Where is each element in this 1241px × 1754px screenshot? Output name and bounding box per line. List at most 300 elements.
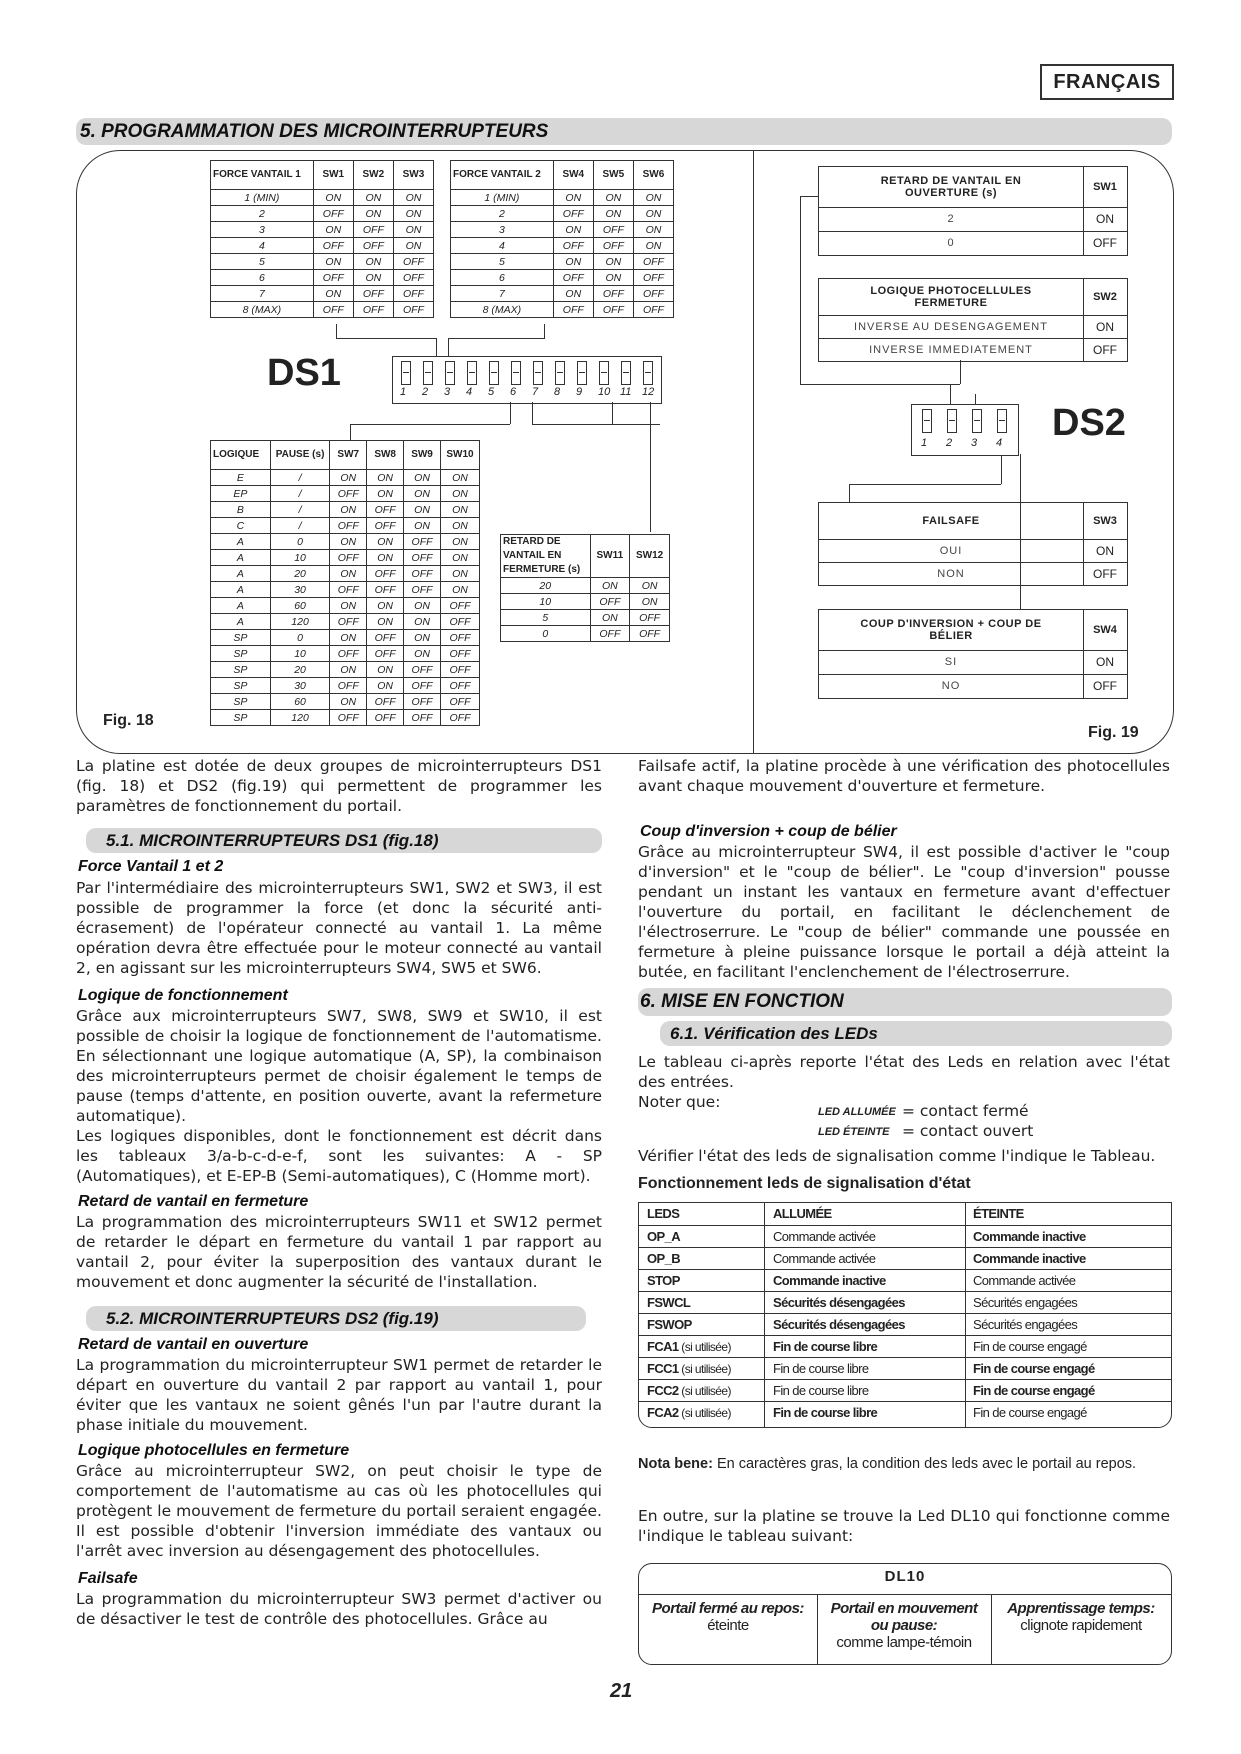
- table-row: [451, 238, 674, 254]
- led-table-row: [639, 1225, 1171, 1248]
- table-cell: OFF: [393, 286, 433, 302]
- table-cell: ON: [633, 206, 673, 222]
- led-name-code: OP_B: [647, 1251, 681, 1266]
- connector: [532, 402, 533, 424]
- table-cell: OFF: [404, 534, 441, 550]
- switch-id: SW1: [1093, 181, 1117, 193]
- table-cell: OFF: [367, 694, 404, 710]
- paragraph-logique: Grâce aux microinterrupteurs SW7, SW8, SW9 et SW10, il est possible de choisir la logique de fonctionnement de l'automatisme. En sélectionnant une logique automatique (A, SP), la combinaison des microinterrupteurs permet de choisir également le temps de pause (temps d'attente, en position ouverte, avant la refermeture automatique).: [76, 1007, 602, 1125]
- table-cell: OFF: [404, 678, 441, 694]
- led-table-heading: Fonctionnement leds de signalisation d'état: [638, 1175, 971, 1192]
- dip-switch-lever: [947, 409, 957, 433]
- dl10-col2-value: comme lampe-témoin: [836, 1634, 972, 1651]
- led-state-cell: Commande inactive: [773, 1273, 886, 1288]
- table-cell: 2: [211, 206, 314, 222]
- led-table-header-cell: ALLUMÉE: [773, 1206, 832, 1221]
- table-header-cell: SW1: [313, 161, 353, 190]
- heading-force: Force Vantail 1 et 2: [78, 858, 224, 875]
- table-cell: OFF: [393, 270, 433, 286]
- noter-label: Noter que:: [638, 1093, 721, 1111]
- led-table-row: [639, 1291, 1171, 1314]
- table-cell: OFF: [630, 626, 670, 642]
- table-row: [211, 486, 480, 502]
- table-cell: ON: [630, 578, 670, 594]
- table-cell: OFF: [633, 302, 673, 318]
- dip-switch-lever: [445, 361, 455, 385]
- dip-switch-lever: [621, 361, 631, 385]
- table-cell: ON: [630, 594, 670, 610]
- paragraph-dl10: En outre, sur la platine se trouve la Led DL10 qui fonctionne comme l'indique le tableau suivant:: [638, 1507, 1170, 1545]
- table-cell: 7: [451, 286, 554, 302]
- table-cell: B: [211, 502, 271, 518]
- table-cell: ON: [313, 286, 353, 302]
- led-name-note: (si utilisée): [678, 1406, 731, 1420]
- table-cell: OFF: [313, 238, 353, 254]
- led-on-label: LED ALLUMÉE: [818, 1106, 896, 1118]
- option-value: ON: [1096, 319, 1114, 334]
- led-state-cell: Fin de course libre: [773, 1383, 869, 1398]
- option-label: 0: [947, 237, 955, 249]
- table-cell: ON: [404, 518, 441, 534]
- table-row: [211, 550, 480, 566]
- led-table-header: [639, 1203, 1171, 1225]
- table-cell: ON: [633, 190, 673, 206]
- table-cell: OFF: [553, 238, 593, 254]
- table-cell: 60: [270, 694, 330, 710]
- led-name-code: STOP: [647, 1273, 680, 1288]
- paragraph-failsafe: La programmation du microinterrupteur SW3 permet d'activer ou de désactiver le test de contrôle des photocellules. Grâce au: [76, 1590, 602, 1628]
- table-cell: OFF: [330, 710, 367, 726]
- table-header-cell: FORCE VANTAIL 1: [211, 161, 314, 190]
- table-cell: ON: [404, 614, 441, 630]
- table-cell: SP: [211, 710, 271, 726]
- table-cell: ON: [353, 254, 393, 270]
- dip-switch-number: 12: [642, 386, 655, 398]
- table-cell: ON: [593, 206, 633, 222]
- dip-switch-lever: [643, 361, 653, 385]
- table-cell: ON: [353, 206, 393, 222]
- heading-retard-fermeture: Retard de vantail en fermeture: [78, 1193, 309, 1210]
- table-cell: ON: [440, 518, 479, 534]
- table-cell: OFF: [330, 486, 367, 502]
- switch-id: SW3: [1093, 515, 1117, 527]
- section-6-title: 6. MISE EN FONCTION: [640, 991, 844, 1012]
- led-name: [647, 1251, 680, 1266]
- table-cell: OFF: [313, 302, 353, 318]
- table-header-cell: PAUSE (s): [270, 441, 330, 470]
- table-cell: ON: [553, 286, 593, 302]
- table-cell: ON: [330, 694, 367, 710]
- dip-switch-number: 3: [444, 386, 451, 398]
- table-cell: A: [211, 566, 271, 582]
- table-header-cell: SW11: [590, 535, 630, 578]
- table-cell: 20: [501, 578, 591, 594]
- table-cell: ON: [404, 630, 441, 646]
- table-cell: ON: [440, 486, 479, 502]
- led-table-row: [639, 1379, 1171, 1402]
- section-5-2-title: 5.2. MICROINTERRUPTEURS DS2 (fig.19): [106, 1308, 439, 1328]
- table-cell: 10: [270, 550, 330, 566]
- option-label: SI: [944, 656, 958, 668]
- table-cell: OFF: [633, 254, 673, 270]
- dip-switch-number: 1: [921, 437, 928, 449]
- table-row: [451, 286, 674, 302]
- table-cell: OFF: [440, 598, 479, 614]
- table-header-row: [451, 161, 674, 190]
- table-row: [211, 238, 434, 254]
- table-cell: SP: [211, 678, 271, 694]
- connector: [612, 402, 613, 424]
- option-value: OFF: [1093, 566, 1117, 581]
- table-cell: 30: [270, 582, 330, 598]
- table-cell: A: [211, 582, 271, 598]
- dip-switch-number: 11: [620, 386, 632, 398]
- table-cell: OFF: [367, 646, 404, 662]
- table-cell: 0: [270, 534, 330, 550]
- table-cell: ON: [367, 486, 404, 502]
- table-cell: 4: [211, 238, 314, 254]
- table-cell: OFF: [404, 710, 441, 726]
- connector: [1001, 454, 1002, 484]
- led-off-label: LED ÉTEINTE: [818, 1126, 890, 1138]
- table-cell: ON: [590, 610, 630, 626]
- paragraph-logique-2: Les logiques disponibles, dont le fonctionnement est décrit dans les tableaux 3/a-b-c-d-e-f, sont les suivantes: A - SP (Automatiques), et E-EP-B (Semi-automatiques), C (Homme mort).: [76, 1127, 602, 1185]
- dip-switch-number: 3: [971, 437, 978, 449]
- table-row: [451, 254, 674, 270]
- section-6-1-title: 6.1. Vérification des LEDs: [670, 1023, 878, 1043]
- led-state-cell: Commande inactive: [973, 1229, 1086, 1244]
- connector: [975, 394, 976, 404]
- table-cell: OFF: [553, 302, 593, 318]
- option-label: NO: [941, 680, 961, 692]
- table-cell: 30: [270, 678, 330, 694]
- logique-table: [210, 440, 480, 726]
- dl10-col1-header: Portail fermé au repos:: [652, 1600, 804, 1617]
- table-cell: ON: [440, 550, 479, 566]
- table-header-cell: SW8: [367, 441, 404, 470]
- table-cell: ON: [330, 470, 367, 486]
- dip-switch-lever: [533, 361, 543, 385]
- table-row: [211, 286, 434, 302]
- table-cell: OFF: [367, 502, 404, 518]
- table-row: [501, 610, 670, 626]
- table-cell: OFF: [393, 254, 433, 270]
- table-cell: 10: [270, 646, 330, 662]
- table-row: [211, 270, 434, 286]
- table-cell: OFF: [440, 646, 479, 662]
- connector: [510, 402, 511, 424]
- led-name-code: OP_A: [647, 1229, 681, 1244]
- table-cell: ON: [367, 678, 404, 694]
- table-row: [211, 222, 434, 238]
- table-cell: 10: [501, 594, 591, 610]
- table-cell: 8 (MAX): [451, 302, 554, 318]
- led-table-row: [639, 1269, 1171, 1292]
- connector: [849, 484, 1001, 485]
- table-cell: ON: [330, 630, 367, 646]
- table-row: [501, 594, 670, 610]
- dip-switch-number: 2: [946, 437, 953, 449]
- section-6-1-header: [660, 1021, 1172, 1046]
- table-cell: OFF: [440, 662, 479, 678]
- dip-switch-number: 9: [576, 386, 583, 398]
- connector: [448, 338, 449, 356]
- table-cell: OFF: [367, 566, 404, 582]
- dl10-col3: [991, 1600, 1171, 1634]
- option-label: INVERSE AU DESENGAGEMENT: [854, 320, 1048, 333]
- table-cell: OFF: [330, 614, 367, 630]
- section-5-2-header: [86, 1306, 586, 1331]
- table-cell: OFF: [404, 662, 441, 678]
- nota-bene-text: En caractères gras, la condition des leds avec le portail au repos.: [712, 1456, 1137, 1472]
- table-cell: ON: [353, 190, 393, 206]
- table-cell: OFF: [330, 678, 367, 694]
- table-cell: SP: [211, 694, 271, 710]
- led-state-cell: Fin de course engagé: [973, 1361, 1095, 1376]
- table-cell: ON: [393, 190, 433, 206]
- table-cell: OFF: [440, 694, 479, 710]
- table-cell: OFF: [367, 518, 404, 534]
- led-table-header-cell: LEDS: [647, 1206, 680, 1221]
- led-state-cell: Sécurités engagées: [973, 1317, 1078, 1332]
- table-row: [451, 222, 674, 238]
- table-row: [451, 206, 674, 222]
- section-5-title: 5. PROGRAMMATION DES MICROINTERRUPTEURS: [80, 120, 549, 142]
- table-row: [211, 302, 434, 318]
- section-5-header: [76, 118, 1172, 145]
- table-header-cell: SW2: [353, 161, 393, 190]
- paragraph-photocellules: Grâce au microinterrupteur SW2, on peut choisir le type de comportement de l'automatisme au cas où les photocellules qui protègent le mouvement de fermeture du portail seraient engagée. Il est possible d'obtenir l'inversion immédiate des vantaux ou l'arrêt avec inversion au désengagement des photocellules.: [76, 1462, 602, 1560]
- led-state-cell: Sécurités désengagées: [773, 1317, 905, 1332]
- paragraph-retard-ouverture: La programmation du microinterrupteur SW1 permet de retarder le départ en ouverture du vantail 2 par rapport au vantail 1, pour éviter que les vantaux ne soient gênés l'un par l'autre durant la phase initiale du mouvement.: [76, 1356, 602, 1434]
- led-name: [647, 1229, 680, 1244]
- table-row: [211, 566, 480, 582]
- table-cell: ON: [393, 206, 433, 222]
- table-cell: C: [211, 518, 271, 534]
- paragraph-leds: Le tableau ci-après reporte l'état des Leds en relation avec l'état des entrées.: [638, 1053, 1170, 1091]
- connector: [350, 424, 351, 440]
- table-cell: ON: [633, 222, 673, 238]
- sw1-box: [818, 166, 1128, 256]
- led-name: [647, 1317, 692, 1332]
- dip-switch-lever: [972, 409, 982, 433]
- table-header-cell: FORCE VANTAIL 2: [451, 161, 554, 190]
- table-cell: A: [211, 534, 271, 550]
- table-header-cell: SW4: [553, 161, 593, 190]
- dip-switch-lever: [423, 361, 433, 385]
- table-cell: ON: [440, 566, 479, 582]
- dip-switch-number: 8: [554, 386, 561, 398]
- table-cell: 5: [451, 254, 554, 270]
- table-cell: OFF: [633, 286, 673, 302]
- table-cell: 4: [451, 238, 554, 254]
- table-row: [211, 502, 480, 518]
- led-state-cell: Fin de course libre: [773, 1339, 878, 1354]
- led-name: [647, 1295, 690, 1310]
- table-row: [211, 614, 480, 630]
- led-table-row: [639, 1313, 1171, 1336]
- table-cell: OFF: [590, 594, 630, 610]
- led-state-cell: Commande inactive: [973, 1251, 1086, 1266]
- option-value: ON: [1096, 655, 1114, 669]
- connector: [448, 338, 544, 339]
- table-cell: OFF: [353, 286, 393, 302]
- table-cell: 5: [501, 610, 591, 626]
- led-name-code: FCC1: [647, 1361, 679, 1376]
- table-cell: OFF: [440, 710, 479, 726]
- dip-switch-lever: [489, 361, 499, 385]
- led-state-cell: Commande activée: [773, 1251, 876, 1266]
- switch-title: FAILSAFE: [922, 515, 980, 527]
- table-row: [211, 710, 480, 726]
- ds2-label: DS2: [1052, 402, 1126, 444]
- table-cell: ON: [393, 222, 433, 238]
- table-cell: ON: [440, 470, 479, 486]
- table-row: [451, 190, 674, 206]
- table-row: [211, 630, 480, 646]
- table-cell: OFF: [313, 270, 353, 286]
- connector: [544, 324, 545, 339]
- led-name: [647, 1361, 731, 1376]
- table-header-cell: LOGIQUE: [211, 441, 271, 470]
- connector: [800, 196, 818, 197]
- ds1-dip-switch: [392, 356, 662, 404]
- table-row: [211, 518, 480, 534]
- led-state-cell: Fin de course engagé: [973, 1383, 1095, 1398]
- table-cell: 1 (MIN): [211, 190, 314, 206]
- table-cell: ON: [404, 502, 441, 518]
- option-value: ON: [1096, 543, 1114, 558]
- fig19-label: Fig. 19: [1088, 724, 1139, 741]
- heading-failsafe: Failsafe: [78, 1570, 138, 1587]
- dl10-col3-header: Apprentissage temps:: [1007, 1600, 1155, 1617]
- dip-switch-lever: [511, 361, 521, 385]
- heading-coup: Coup d'inversion + coup de bélier: [640, 823, 897, 840]
- table-cell: /: [270, 518, 330, 534]
- table-cell: OFF: [353, 302, 393, 318]
- intro-paragraph: La platine est dotée de deux groupes de microinterrupteurs DS1 (fig. 18) et DS2 (fig.19) qui permettent de programmer les paramètres de fonctionnement du portail.: [76, 757, 602, 815]
- dl10-title: DL10: [884, 1568, 926, 1585]
- nota-bene: [638, 1454, 1170, 1474]
- table-header-cell: SW10: [440, 441, 479, 470]
- table-row: [211, 206, 434, 222]
- table-cell: A: [211, 614, 271, 630]
- table-cell: OFF: [393, 302, 433, 318]
- table-cell: 8 (MAX): [211, 302, 314, 318]
- led-table-row: [639, 1401, 1171, 1427]
- switch-id: SW2: [1093, 291, 1117, 303]
- table-cell: ON: [633, 238, 673, 254]
- led-name-code: FSWCL: [647, 1295, 691, 1310]
- paragraph-force: Par l'intermédiaire des microinterrupteurs SW1, SW2 et SW3, il est possible de programmer la force (et donc la sécurité anti-écrasement) de l'opérateur connecté au vantail 1. La même opération devra être effectuée pour le moteur connecté au vantail 2, en agissant sur les microinterrupteurs SW4, SW5 et SW6.: [76, 879, 602, 977]
- table-cell: ON: [593, 270, 633, 286]
- table-header-cell: SW7: [330, 441, 367, 470]
- table-cell: 0: [270, 630, 330, 646]
- option-label: NON: [937, 567, 965, 580]
- table-row: [211, 598, 480, 614]
- heading-logique: Logique de fonctionnement: [78, 987, 288, 1004]
- table-row: [211, 662, 480, 678]
- table-cell: ON: [353, 270, 393, 286]
- table-cell: ON: [404, 470, 441, 486]
- table-cell: ON: [367, 614, 404, 630]
- ds2-dip-switch: [911, 404, 1019, 456]
- connector: [350, 424, 510, 425]
- led-off-meaning: = contact ouvert: [902, 1122, 1034, 1140]
- table-header-cell: SW6: [633, 161, 673, 190]
- connector: [650, 402, 651, 532]
- option-label: INVERSE IMMEDIATEMENT: [869, 343, 1033, 356]
- led-on-meaning: = contact fermé: [902, 1102, 1029, 1120]
- table-cell: SP: [211, 630, 271, 646]
- table-cell: ON: [367, 470, 404, 486]
- table-cell: OFF: [553, 270, 593, 286]
- dl10-col2-header: Portail en mouvement ou pause:: [830, 1600, 978, 1634]
- table-cell: E: [211, 470, 271, 486]
- table-cell: OFF: [367, 710, 404, 726]
- figure-divider: [753, 150, 754, 754]
- row-divider: [639, 1594, 1171, 1595]
- table-cell: /: [270, 470, 330, 486]
- table-cell: ON: [367, 550, 404, 566]
- table-cell: ON: [330, 598, 367, 614]
- dip-switch-lever: [922, 409, 932, 433]
- table-cell: SP: [211, 646, 271, 662]
- dip-switch-lever: [401, 361, 411, 385]
- table-cell: ON: [330, 566, 367, 582]
- table-cell: OFF: [440, 614, 479, 630]
- table-row: [211, 694, 480, 710]
- table-cell: OFF: [353, 222, 393, 238]
- connector: [950, 384, 951, 404]
- table-cell: OFF: [553, 206, 593, 222]
- option-label: 2: [947, 213, 955, 225]
- table-cell: OFF: [353, 238, 393, 254]
- led-name-code: FSWOP: [647, 1317, 692, 1332]
- table-cell: ON: [404, 598, 441, 614]
- heading-retard-ouverture: Retard de vantail en ouverture: [78, 1336, 309, 1353]
- section-5-1-title: 5.1. MICROINTERRUPTEURS DS1 (fig.18): [106, 830, 439, 850]
- table-cell: OFF: [440, 678, 479, 694]
- table-cell: ON: [553, 254, 593, 270]
- table-cell: 0: [501, 626, 591, 642]
- table-cell: 120: [270, 710, 330, 726]
- dip-switch-lever: [467, 361, 477, 385]
- connector: [800, 196, 801, 384]
- table-cell: ON: [367, 598, 404, 614]
- ds1-label: DS1: [267, 352, 341, 394]
- table-row: [211, 678, 480, 694]
- table-cell: A: [211, 550, 271, 566]
- connector: [960, 360, 961, 384]
- table-cell: ON: [593, 190, 633, 206]
- table-cell: 6: [451, 270, 554, 286]
- dip-switch-number: 7: [532, 386, 539, 398]
- table-cell: A: [211, 598, 271, 614]
- section-5-1-header: [86, 828, 602, 853]
- switch-title: COUP D'INVERSION + COUP DE BÉLIER: [860, 618, 1042, 642]
- dip-switch-lever: [555, 361, 565, 385]
- table-row: [501, 578, 670, 594]
- connector: [600, 424, 660, 425]
- dl10-col1-value: éteinte: [707, 1617, 749, 1634]
- connector: [436, 338, 437, 356]
- connector: [336, 324, 337, 339]
- dip-switch-lever: [599, 361, 609, 385]
- dip-switch-lever: [997, 409, 1007, 433]
- table-cell: OFF: [440, 630, 479, 646]
- led-name-code: FCC2: [647, 1383, 679, 1398]
